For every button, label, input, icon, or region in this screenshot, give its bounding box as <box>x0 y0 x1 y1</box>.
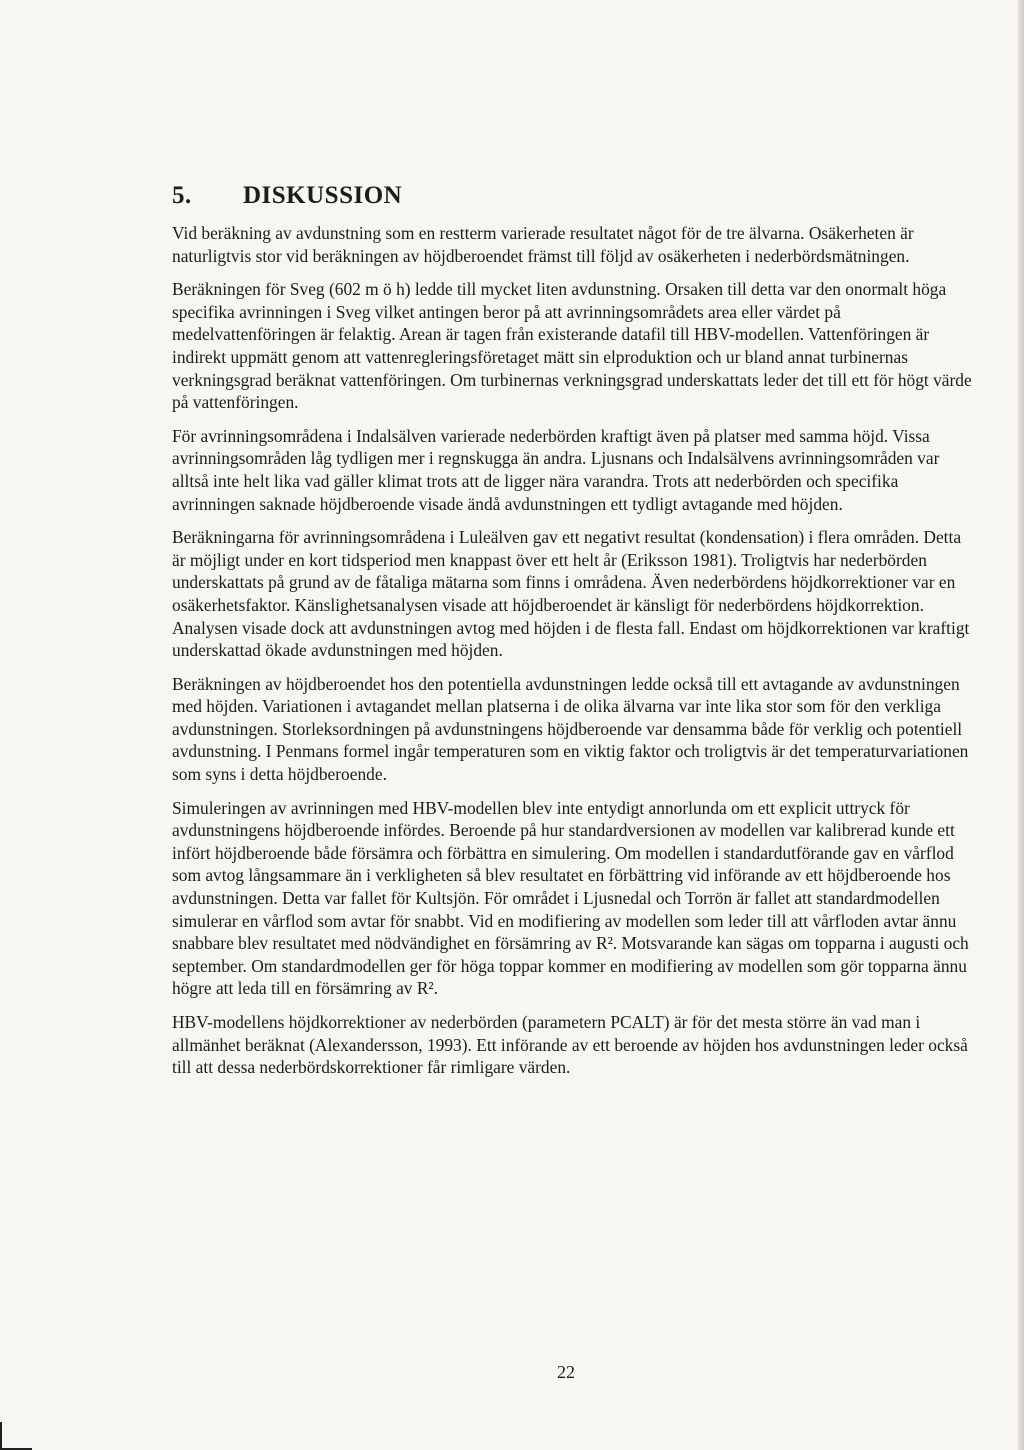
paragraph: Beräkningarna för avrinningsområdena i Luleälven gav ett negativt resultat (kondensation) i flera områden. Detta är möjligt under en kort tidsperiod men knappast över ett helt år (Eriksson 1981). Troligtvis har nederbörden underskattats på grund av de fåtaliga mätarna som finns i områdena. Även nederbördens höjdkorrektioner var en osäkerhetsfaktor. Känslighetsanalysen visade att höjdberoendet är känsligt för nederbördens höjdkorrektion. Analysen visade dock att avdunstningen avtog med höjden i de flesta fall. Endast om höjdkorrektionen var kraftigt underskattad ökade avdunstningen med höjden. <box>172 527 970 661</box>
page-content <box>172 182 972 1090</box>
paragraph: Simuleringen av avrinningen med HBV-modellen blev inte entydigt annorlunda om ett explicit uttryck för avdunstningens höjdberoende infördes. Beroende på hur standardversionen av modellen var kalibrerad kunde ett infört höjdberoende både försämra och förbättra en simulering. Om modellen i standardutförande gav en vårflod som avtog långsammare än i verkligheten så blev resultatet en förbättring vid införande av ett höjdberoende hos avdunstningen. Detta var fallet för Kultsjön. För området i Ljusnedal och Torrön är fallet att standardmodellen simulerar en vårflod som avtar för snabbt. Vid en modifiering av modellen som leder till att vårfloden avtar ännu snabbare blev resultatet med nödvändighet en försämring av R². Motsvarande kan sägas om topparna i augusti och september. Om standardmodellen ger för höga toppar kommer en modifiering av modellen som gör topparna ännu högre att leda till en försämring av R². <box>172 797 969 999</box>
page-edge-shadow <box>1018 0 1024 1450</box>
paragraph: Vid beräkning av avdunstning som en restterm varierade resultatet något för de tre älvarna. Osäkerheten är naturligtvis stor vid beräkningen av höjdberoendet främst till följd av osäkerheten i nederbördsmätningen. <box>172 223 914 266</box>
section-title: DISKUSSION <box>243 182 403 209</box>
paragraph: Beräkningen av höjdberoendet hos den potentiella avdunstningen ledde också till ett avtagande av avdunstningen med höjden. Variationen i avtagandet mellan platserna i de olika älvarna var inte lika stor som för den verkliga avdunstningen. Storleksordningen på avdunstningens höjdberoende var densamma både för verklig och potentiell avdunstning. I Penmans formel ingår temperaturen som en viktig faktor och troligtvis är det temperaturvariationen som syns i detta höjdberoende. <box>172 673 969 785</box>
page-number: 22 <box>557 1362 575 1382</box>
section-number: 5. <box>172 182 192 209</box>
paragraph: Beräkningen för Sveg (602 m ö h) ledde till mycket liten avdunstning. Orsaken till detta var den onormalt höga specifika avrinningen i Sveg vilket antingen beror på att avrinningsområdets area eller värdet på medelvattenföringen är felaktig. Arean är tagen från existerande datafil till HBV-modellen. Vattenföringen är indirekt uppmätt genom att vattenregleringsföretaget mätt sin elproduktion och ur bland annat turbinernas verkningsgrad beräknat vattenföringen. Om turbinernas verkningsgrad underskattats leder det till ett för högt värde på vattenföringen. <box>172 279 972 413</box>
paragraph: HBV-modellens höjdkorrektioner av nederbörden (parametern PCALT) är för det mesta större än vad man i allmänhet beräknat (Alexandersson, 1993). Ett införande av ett beroende av höjden hos avdunstningen leder också till att dessa nederbördskorrektioner får rimligare värden. <box>172 1012 968 1078</box>
paragraph: För avrinningsområdena i Indalsälven varierade nederbörden kraftigt även på platser med samma höjd. Vissa avrinningsområden låg tydligen mer i regnskugga än andra. Ljusnans och Indalsälvens avrinningsområden var alltså inte helt lika vad gäller klimat trots att de ligger nära varandra. Trots att nederbörden och specifika avrinningen saknade höjdberoende visade ändå avdunstningen ett tydligt avtagande med höjden. <box>172 425 940 514</box>
crop-mark <box>0 1422 32 1450</box>
section-heading <box>172 182 972 210</box>
